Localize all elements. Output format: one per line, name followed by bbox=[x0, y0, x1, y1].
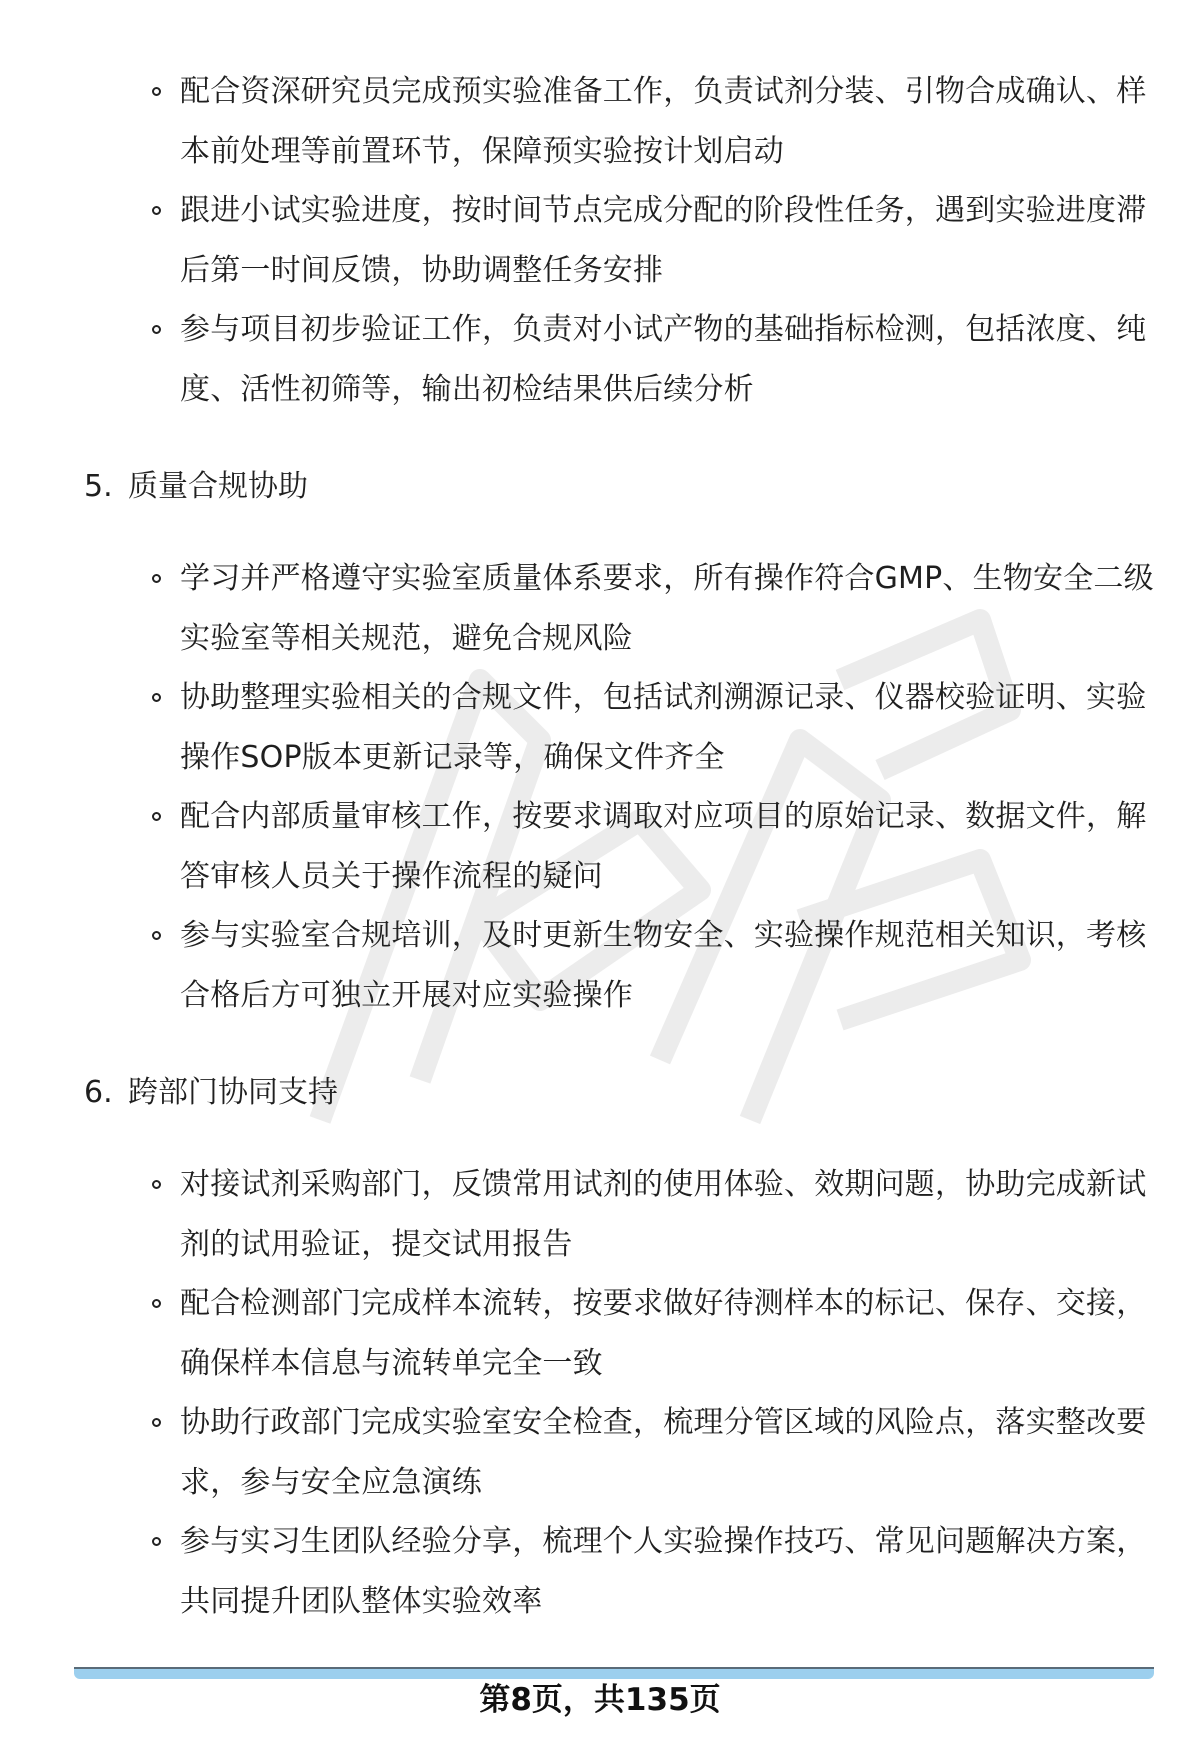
section-heading-cross-dept bbox=[84, 1073, 1160, 1113]
page-number: 第8页，共135页 bbox=[479, 1682, 721, 1718]
hollow-bullet-icon bbox=[152, 693, 161, 702]
list-item bbox=[80, 668, 1160, 787]
list-item bbox=[80, 300, 1160, 419]
bullet-text: 参与项目初步验证工作，负责对小试产物的基础指标检测，包括浓度、纯度、活性初筛等，输出初检结果供后续分析 bbox=[180, 312, 1147, 407]
list-item bbox=[80, 1155, 1160, 1274]
hollow-bullet-icon bbox=[152, 1299, 161, 1308]
list-item bbox=[80, 1274, 1160, 1393]
bullet-text: 参与实习生团队经验分享，梳理个人实验操作技巧、常见问题解决方案，共同提升团队整体实验效率 bbox=[180, 1524, 1147, 1619]
bullet-text: 学习并严格遵守实验室质量体系要求，所有操作符合GMP、生物安全二级实验室等相关规范，避免合规风险 bbox=[180, 561, 1154, 656]
hollow-bullet-icon bbox=[152, 87, 161, 96]
footer-divider bbox=[74, 1667, 1154, 1679]
list-item bbox=[80, 181, 1160, 300]
hollow-bullet-icon bbox=[152, 1418, 161, 1427]
bullet-text: 协助行政部门完成实验室安全检查，梳理分管区域的风险点，落实整改要求，参与安全应急演练 bbox=[180, 1405, 1147, 1500]
section-title: 跨部门协同支持 bbox=[128, 1075, 338, 1110]
list-item bbox=[80, 1512, 1160, 1631]
document-content bbox=[80, 62, 1160, 1631]
list-item bbox=[80, 549, 1160, 668]
list-item bbox=[80, 62, 1160, 181]
cross-dept-bullet-list bbox=[80, 1155, 1160, 1631]
hollow-bullet-icon bbox=[152, 206, 161, 215]
bullet-text: 对接试剂采购部门，反馈常用试剂的使用体验、效期问题，协助完成新试剂的试用验证，提交试用报告 bbox=[180, 1167, 1147, 1262]
quality-bullet-list bbox=[80, 549, 1160, 1025]
section-heading-quality bbox=[84, 467, 1160, 507]
list-item bbox=[80, 906, 1160, 1025]
list-item bbox=[80, 787, 1160, 906]
intro-bullet-list bbox=[80, 62, 1160, 419]
section-number: 6. bbox=[84, 1075, 113, 1110]
hollow-bullet-icon bbox=[152, 325, 161, 334]
hollow-bullet-icon bbox=[152, 1537, 161, 1546]
hollow-bullet-icon bbox=[152, 812, 161, 821]
bullet-text: 参与实验室合规培训，及时更新生物安全、实验操作规范相关知识，考核合格后方可独立开展对应实验操作 bbox=[180, 918, 1147, 1013]
bullet-text: 协助整理实验相关的合规文件，包括试剂溯源记录、仪器校验证明、实验操作SOP版本更新记录等，确保文件齐全 bbox=[180, 680, 1147, 775]
hollow-bullet-icon bbox=[152, 931, 161, 940]
section-title: 质量合规协助 bbox=[128, 469, 308, 504]
section-number: 5. bbox=[84, 469, 113, 504]
hollow-bullet-icon bbox=[152, 574, 161, 583]
bullet-text: 配合资深研究员完成预实验准备工作，负责试剂分装、引物合成确认、样本前处理等前置环节，保障预实验按计划启动 bbox=[180, 74, 1147, 169]
list-item bbox=[80, 1393, 1160, 1512]
bullet-text: 配合检测部门完成样本流转，按要求做好待测样本的标记、保存、交接，确保样本信息与流转单完全一致 bbox=[180, 1286, 1147, 1381]
bullet-text: 跟进小试实验进度，按时间节点完成分配的阶段性任务，遇到实验进度滞后第一时间反馈，协助调整任务安排 bbox=[180, 193, 1147, 288]
hollow-bullet-icon bbox=[152, 1180, 161, 1189]
bullet-text: 配合内部质量审核工作，按要求调取对应项目的原始记录、数据文件，解答审核人员关于操作流程的疑问 bbox=[180, 799, 1147, 894]
